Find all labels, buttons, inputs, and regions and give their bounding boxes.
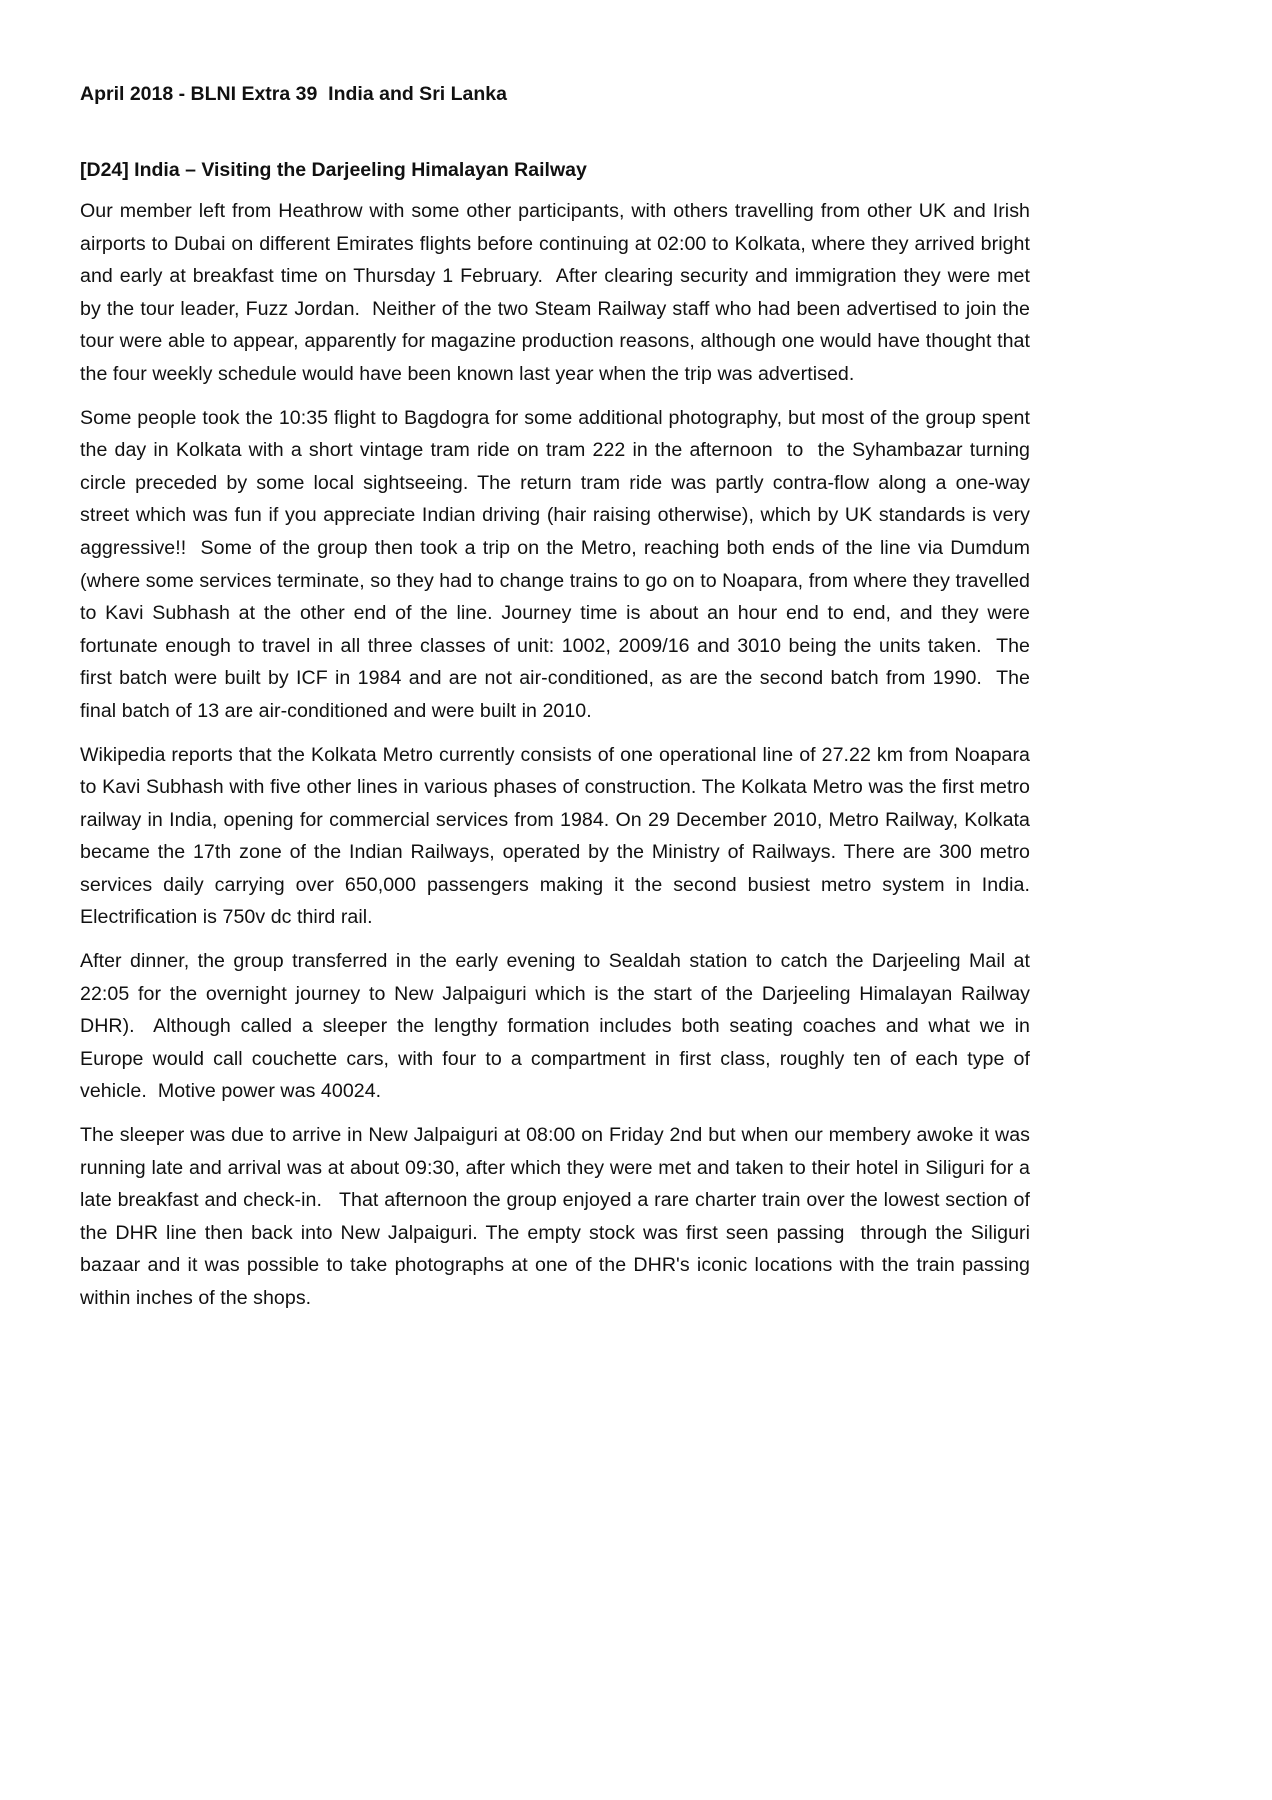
document-header: April 2018 - BLNI Extra 39 India and Sri Lanka <box>80 83 507 105</box>
paragraph-darjeeling-mail: After dinner, the group transferred in the early evening to Sealdah station to catch the Darjeeling Mail at 22:05 for the overnight journey to New Jalpaiguri which is the start of the Darjeeling Himalayan Railway DHR). Although called a sleeper the lengthy formation includes both seating coaches and what we in Europe would call couchette cars, with four to a compartment in first class, roughly ten of each type of vehicle. Motive power was 40024. <box>80 950 1036 1103</box>
section-body <box>80 195 1041 1326</box>
paragraph-kolkata-metro-facts: Wikipedia reports that the Kolkata Metro currently consists of one operational line of 27.22 km from Noapara to Kavi Subhash with five other lines in various phases of construction. The Kolkata Metro was the first metro railway in India, opening for commercial services from 1984. On 29 December 2010, Metro Railway, Kolkata became the 17th zone of the Indian Railways, operated by the Ministry of Railways. There are 300 metro services daily carrying over 650,000 passengers making it the second busiest metro system in India. Electrification is 750v dc third rail. <box>80 743 1041 929</box>
section-heading: [D24] India – Visiting the Darjeeling Himalayan Railway <box>80 159 587 181</box>
paragraph-kolkata-tram-metro: Some people took the 10:35 flight to Bagdogra for some additional photography, but most of the group spent the day in Kolkata with a short vintage tram ride on tram 222 in the afternoon to the Syhambazar turning circle preceded by some local sightseeing. The return tram ride was partly contra-flow along a one-way street which was fun if you appreciate Indian driving (hair raising otherwise), which by UK standards is very aggressive!! Some of the group then took a trip on the Metro, reaching both ends of the line via Dumdum (where some services terminate, so they had to change trains to go on to Noapara, from where they travelled to Kavi Subhash at the other end of the line. Journey time is about an hour end to end, and they were fortunate enough to travel in all three classes of unit: 1002, 2009/16 and 3010 being the units taken. The first batch were built by ICF in 1984 and are not air-conditioned, as are the second batch from 1990. The final batch of 13 are air-conditioned and were built in 2010. <box>80 406 1036 722</box>
paragraph-new-jalpaiguri-siliguri: The sleeper was due to arrive in New Jalpaiguri at 08:00 on Friday 2nd but when our membery awoke it was running late and arrival was at about 09:30, after which they were met and taken to their hotel in Siliguri for a late breakfast and check-in. That afternoon the group enjoyed a rare charter train over the lowest section of the DHR line then back into New Jalpaiguri. The empty stock was first seen passing through the Siliguri bazaar and it was possible to take photographs at one of the DHR's iconic locations with the train passing within inches of the shops. <box>80 1124 1036 1309</box>
paragraph-arrival-kolkata: Our member left from Heathrow with some other participants, with others travelling from other UK and Irish airports to Dubai on different Emirates flights before continuing at 02:00 to Kolkata, where they arrived bright and early at breakfast time on Thursday 1 February. After clearing security and immigration they were met by the tour leader, Fuzz Jordan. Neither of the two Steam Railway staff who had been advertised to join the tour were able to appear, apparently for magazine production reasons, although one would have thought that the four weekly schedule would have been known last year when the trip was advertised. <box>80 200 1036 385</box>
